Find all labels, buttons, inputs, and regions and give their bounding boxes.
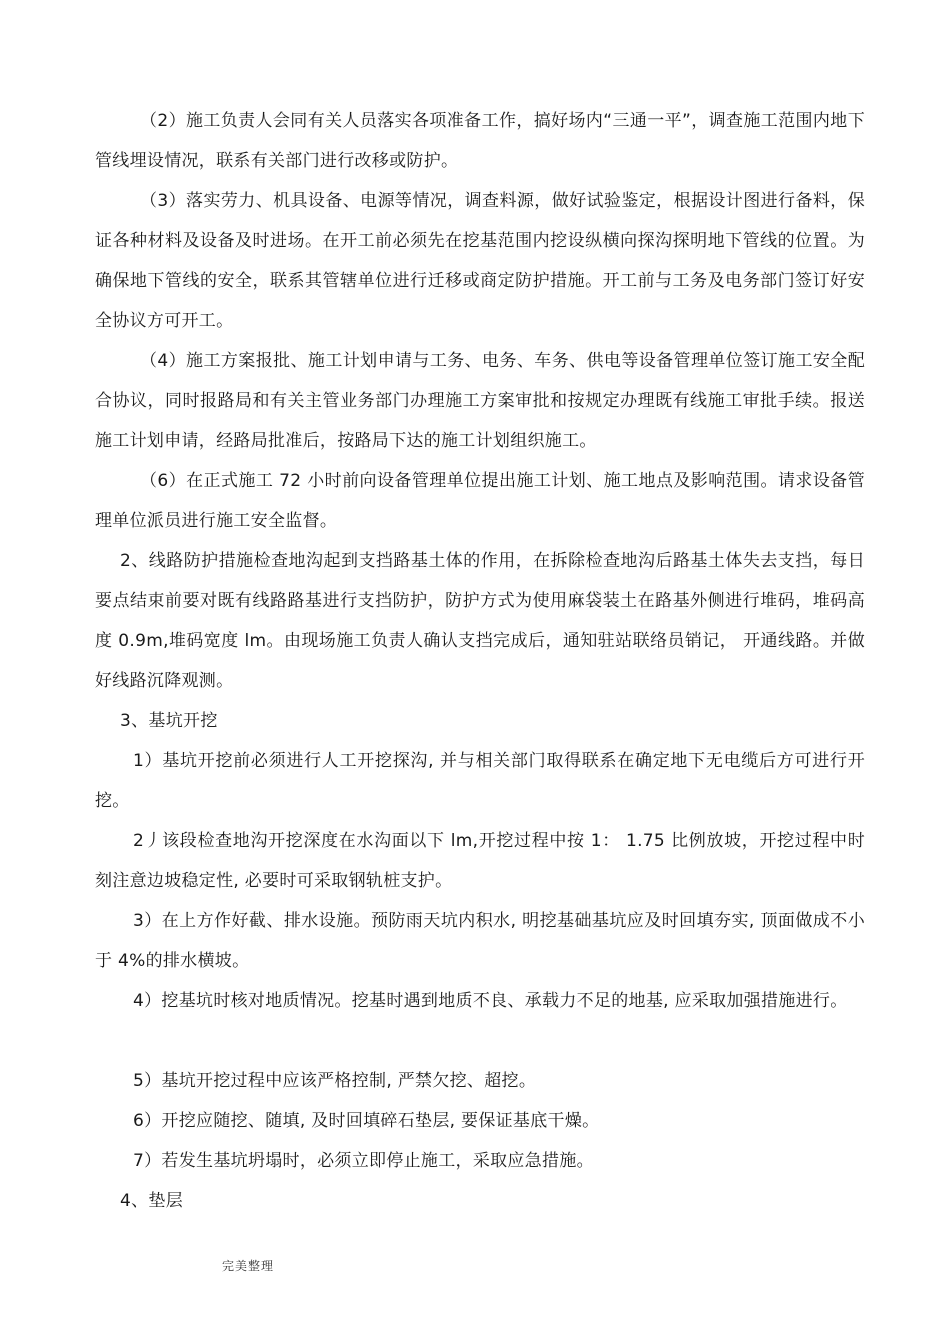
page-footer: 完美整理: [222, 1259, 275, 1273]
paragraph-excavation-7: 7）若发生基坑坍塌时，必须立即停止施工，采取应急措施。: [133, 1151, 594, 1171]
paragraph-excavation-6: 6）开挖应随挖、随填, 及时回填碎石垫层, 要保证基底干燥。: [133, 1111, 600, 1131]
paragraph-excavation-3: 3）在上方作好截、排水设施。预防雨天坑内积水, 明挖基础基坑应及时回填夯实, 顶面做成不小于 4%的排水横坡。: [95, 911, 865, 971]
paragraph-labor-materials: （3）落实劳力、机具设备、电源等情况，调查料源，做好试验鉴定，根据设计图进行备料，保证各种材料及设备及时进场。在开工前必须先在挖基范围内挖设纵横向探沟探明地下管线的位置。为确保地下管线的安全，联系其管辖单位进行迁移或商定防护措施。开工前与工务及电务部门签订好安全协议方可开工。: [95, 191, 865, 331]
heading-cushion-layer: 4、垫层: [120, 1191, 184, 1211]
paragraph-prep-work: （2）施工负责人会同有关人员落实各项准备工作，搞好场内“三通一平”，调查施工范围内地下管线埋设情况，联系有关部门进行改移或防护。: [95, 111, 865, 171]
paragraph-plan-approval: （4）施工方案报批、施工计划申请与工务、电务、车务、供电等设备管理单位签订施工安全配合协议，同时报路局和有关主管业务部门办理施工方案审批和按规定办理既有线施工审批手续。报送施工计划申请，经路局批准后，按路局下达的施工计划组织施工。: [95, 351, 865, 451]
paragraph-excavation-4: 4）挖基坑时核对地质情况。挖基时遇到地质不良、承载力不足的地基, 应采取加强措施进行。: [133, 991, 848, 1011]
paragraph-line-protection: 2、线路防护措施检查地沟起到支挡路基土体的作用，在拆除检查地沟后路基土体失去支挡，每日要点结束前要对既有线路路基进行支挡防护，防护方式为使用麻袋装土在路基外侧进行堆码，堆码高度 0.9m,堆码宽度 lm。由现场施工负责人确认支挡完成后，通知驻站联络员销记， 开通线路。并做好线路沉降观测。: [95, 551, 865, 691]
paragraph-excavation-1: 1）基坑开挖前必须进行人工开挖探沟, 并与相关部门取得联系在确定地下无电缆后方可进行开挖。: [95, 751, 865, 811]
paragraph-excavation-2: 2丿该段检查地沟开挖深度在水沟面以下 lm,开挖过程中按 1： 1.75 比例放坡，开挖过程中时刻注意边坡稳定性, 必要时可采取钢轨桩支护。: [95, 831, 865, 891]
paragraph-schedule-request: （6）在正式施工 72 小时前向设备管理单位提出施工计划、施工地点及影响范围。请求设备管理单位派员进行施工安全监督。: [95, 471, 865, 531]
paragraph-excavation-5: 5）基坑开挖过程中应该严格控制, 严禁欠挖、超挖。: [133, 1071, 537, 1091]
heading-excavation: 3、基坑开挖: [120, 711, 218, 731]
